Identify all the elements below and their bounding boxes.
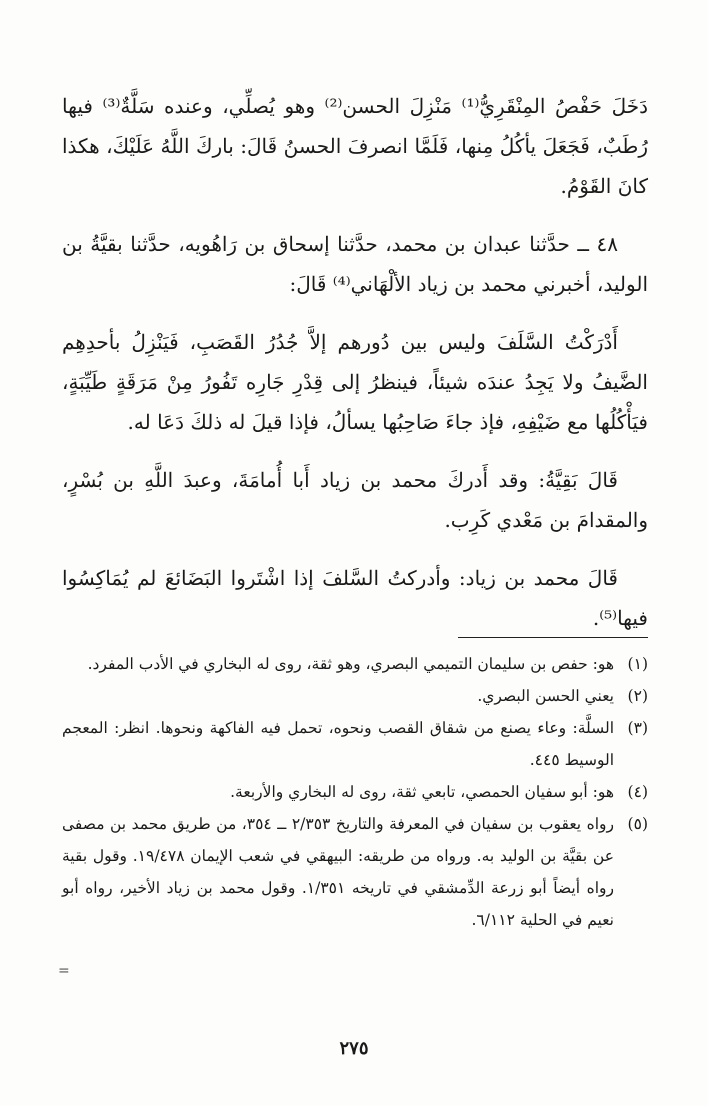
paragraph-5: قَالَ محمد بن زياد: وأدركتُ السَّلفَ إذا اشْتَروا البَضَائعَ لم يُمَاكِسُوا فيها⁽⁵⁾. — [62, 566, 648, 630]
footnote-text: السلَّة: وعاء يصنع من شقاق القصب ونحوه، تحمل فيه الفاكهة ونحوها. انظر: المعجم الوسيط ٤٤٥. — [62, 719, 614, 769]
footnote — [62, 776, 648, 808]
footnote-number: (٢) — [627, 687, 648, 705]
main-text — [62, 86, 648, 656]
footnote-text: رواه يعقوب بن سفيان في المعرفة والتاريخ ٢/٣٥٣ ــ ٣٥٤، من طريق محمد بن مصفى عن بقيَّة بن الوليد به. ورواه من طريقه: البيهقي في شعب الإيمان ١٩/٤٧٨. وقول بقية رواه أيضاً أبو زرعة الدِّمشقي في تاريخه ١/٣٥١. وقول محمد بن زياد الأخير، رواه أبو نعيم في الحلية ٦/١١٢. — [62, 815, 615, 929]
footnote — [62, 680, 648, 712]
footnote-number: (٤) — [627, 783, 648, 801]
footnote-text: هو: أبو سفيان الحمصي، تابعي ثقة، روى له البخاري والأربعة. — [230, 783, 614, 801]
footnote-number: (١) — [627, 655, 648, 673]
hadith-48-isnad: ٤٨ ــ حدَّثنا عبدان بن محمد، حدَّثنا إسحاق بن رَاهُويه، حدَّثنا بقيَّةُ بن الوليد، أخبرني محمد بن زياد الألْهَاني⁽⁴⁾ قَالَ: — [62, 232, 648, 296]
footnote — [62, 712, 648, 776]
footnotes — [62, 648, 648, 936]
footnote-number: (٥) — [627, 815, 648, 833]
page-number: ٢٧٥ — [339, 1038, 369, 1059]
footnote-number: (٣) — [627, 719, 648, 737]
footnote — [62, 648, 648, 680]
paragraph-4: قَالَ بَقِيَّةُ: وقد أَدركَ محمد بن زياد أَبا أُمامَةَ، وعبدَ اللَّهِ بن بُسْرٍ، والمقدامَ بن مَعْدي كَرِب. — [62, 468, 648, 532]
footnote-separator — [458, 637, 648, 638]
footnote-text: يعني الحسن البصري. — [477, 687, 614, 705]
paragraph-3: أَدْرَكْتُ السَّلَفَ وليس بين دُورهم إلاَّ جُدُرُ القَصَبِ، فَيَنْزِلُ بأحدِهِم الضَّيفُ ولا يَجِدُ عندَه شيئاً، فينظرُ إلى قِدْرِ جَارِه تَفُورُ مِنْ مَرَقَةٍ طَيِّبَةٍ، فيَأْكُلُها مع ضَيْفِهِ، فإذ جاءَ صَاحِبُها يسألُ، فإذا قيلَ له ذلكَ دَعَا له. — [62, 330, 648, 434]
margin-mark: = — [58, 963, 70, 979]
footnote — [62, 808, 648, 936]
footnote-text: هو: حفص بن سليمان التميمي البصري، وهو ثقة، روى له البخاري في الأدب المفرد. — [87, 655, 614, 673]
paragraph-1: دَخَلَ حَفْصُ المِنْقَرِيُّ⁽¹⁾ مَنْزِلَ الحسن⁽²⁾ وهو يُصلِّي، وعنده سَلَّةٌ⁽³⁾ فيها رُطَبٌ، فَجَعَلَ يأكُلُ مِنها، فَلَمَّا انصرفَ الحسنُ قَالَ: باركَ اللَّهُ عَلَيْكَ، هكذا كانَ القَوْمُ. — [62, 94, 648, 198]
